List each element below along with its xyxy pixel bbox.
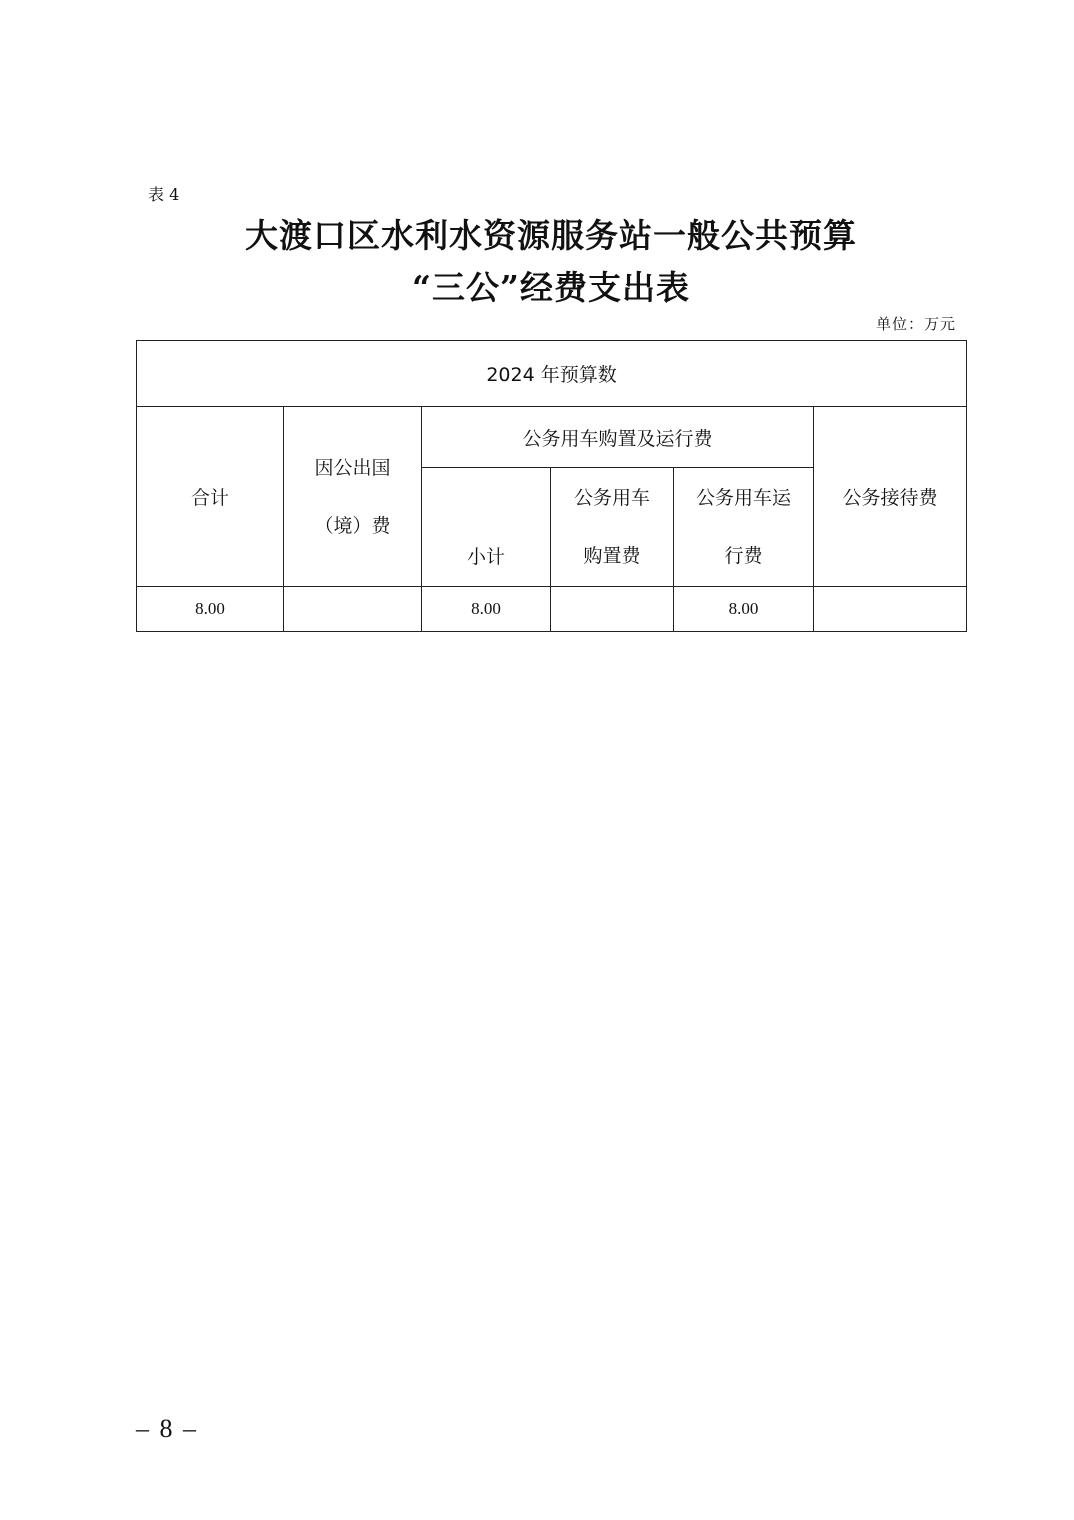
- header-overseas-expense: [284, 407, 422, 587]
- document-title-line-2: “三公”经费支出表: [412, 268, 690, 307]
- header-vehicle-operation: [674, 468, 814, 587]
- header-vehicle-group: 公务用车购置及运行费: [422, 407, 814, 468]
- header-overseas-line2: （境）费: [314, 514, 391, 537]
- cell-vehicle-purchase: [551, 587, 674, 632]
- unit-label: 单位：万元: [875, 315, 956, 333]
- cell-reception: [814, 587, 967, 632]
- header-vehicle-purchase-line1: 公务用车: [573, 487, 650, 509]
- cell-vehicle-operation: 8.00: [674, 587, 814, 632]
- header-vehicle-operation-line2: 行费: [724, 545, 763, 567]
- page-number: – 8 –: [136, 1414, 198, 1443]
- header-overseas-line1: 因公出国: [314, 456, 391, 479]
- document-title-line-1: 大渡口区水利水资源服务站一般公共预算: [245, 216, 857, 255]
- header-vehicle-purchase-line2: 购置费: [583, 545, 641, 567]
- cell-subtotal: 8.00: [422, 587, 551, 632]
- header-subtotal: 小计: [422, 468, 551, 587]
- header-budget-year: 2024 年预算数: [137, 341, 967, 407]
- table-number: 表 4: [148, 185, 180, 204]
- header-vehicle-operation-line1: 公务用车运: [695, 487, 791, 509]
- three-public-expenses-table: [136, 340, 967, 632]
- header-reception-expense: 公务接待费: [814, 407, 967, 587]
- cell-overseas: [284, 587, 422, 632]
- header-total: 合计: [137, 407, 284, 587]
- cell-total: 8.00: [137, 587, 284, 632]
- header-vehicle-purchase: [551, 468, 674, 587]
